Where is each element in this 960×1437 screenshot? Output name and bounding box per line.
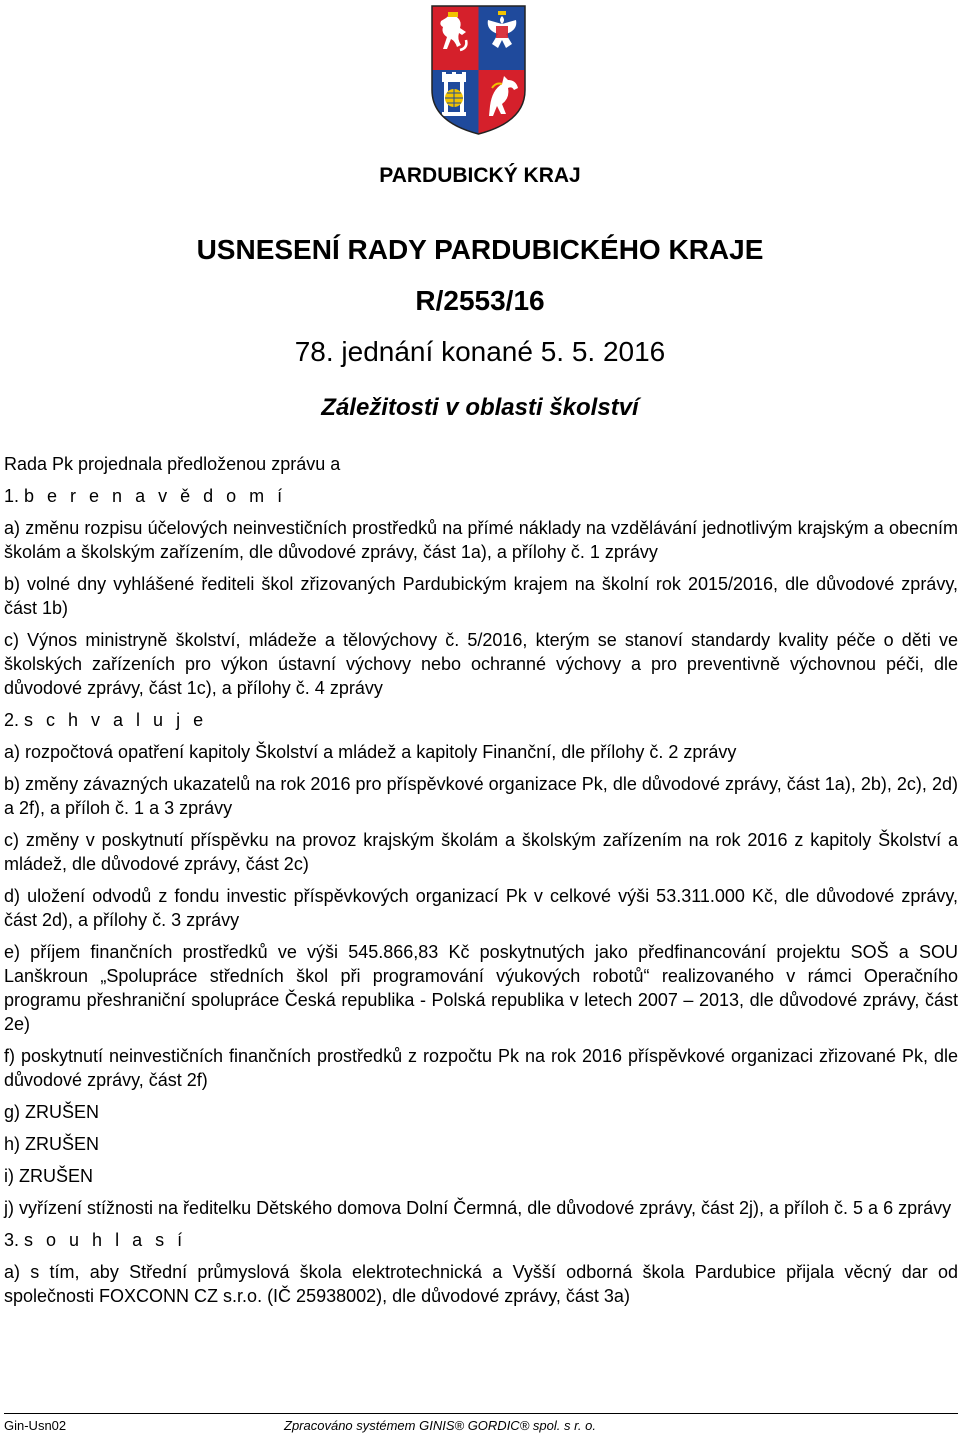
footer-divider (4, 1413, 958, 1414)
section-heading: 2. s c h v a l u j e (4, 710, 208, 730)
intro-text: Rada Pk projednala předloženou zprávu a (4, 454, 341, 474)
section-item: c) změny v poskytnutí příspěvku na provoz krajským školám a školským zařízením na rok 2016 z kapitoly Školství a mládež, dle důvodové zprávy, část 2c) (4, 830, 958, 874)
pardubice-region-coat-of-arms-icon (430, 4, 527, 136)
document-title: USNESENÍ RADY PARDUBICKÉHO KRAJE (196, 234, 764, 265)
section-heading: 3. s o u h l a s í (4, 1230, 187, 1250)
section-item: g) ZRUŠEN (4, 1102, 100, 1122)
region-name: PARDUBICKÝ KRAJ (379, 164, 581, 187)
section-item: j) vyřízení stížnosti na ředitelku Dětského domova Dolní Čermná, dle důvodové zprávy, část 2j), a příloh č. 5 a 6 zprávy (4, 1198, 952, 1218)
section-item: f) poskytnutí neinvestičních finančních prostředků z rozpočtu Pk na rok 2016 příspěvkové organizaci zřizované Pk, dle důvodové zprávy, část 2f) (4, 1046, 958, 1090)
resolution-topic: Záležitosti v oblasti školství (321, 394, 639, 421)
section-item: b) změny závazných ukazatelů na rok 2016 pro příspěvkové organizace Pk, dle důvodové zprávy, část 1a), 2b), 2c), 2d) a 2f), a příloh č. 1 a 3 zprávy (4, 774, 958, 818)
meeting-info: 78. jednání konané 5. 5. 2016 (294, 336, 666, 367)
resolution-number: R/2553/16 (415, 285, 545, 316)
resolution-body (4, 452, 958, 1316)
footer-system-note: Zpracováno systémem GINIS® GORDIC® spol. s r. o. (284, 1418, 596, 1433)
section-item: b) volné dny vyhlášené řediteli škol zřizovaných Pardubickým krajem na školní rok 2015/2016, dle důvodové zprávy, část 1b) (4, 574, 958, 618)
section-item: a) rozpočtová opatření kapitoly Školství a mládež a kapitoly Finanční, dle přílohy č. 2 zprávy (4, 742, 737, 762)
section-item: a) změnu rozpisu účelových neinvestičních prostředků na přímé náklady na vzdělávání jednotlivým krajským a obecním školám a školským zařízením, dle důvodové zprávy, část 1a), a přílohy č. 1 zprávy (4, 518, 958, 562)
footer-template-code: Gin-Usn02 (4, 1418, 67, 1433)
section-item: i) ZRUŠEN (4, 1166, 93, 1186)
section-item: d) uložení odvodů z fondu investic příspěvkových organizací Pk v celkové výši 53.311.000 Kč, dle důvodové zprávy, část 2d), a přílohy č. 3 zprávy (4, 886, 958, 930)
section-item: e) příjem finančních prostředků ve výši 545.866,83 Kč poskytnutých jako předfinancování projektu SOŠ a SOU Lanškroun „Spolupráce středních škol při programování výukových robotů“ realizovaného v rámci Operačního programu přeshraniční spolupráce Česká republika - Polská republika v letech 2007 – 2013, dle důvodové zprávy, část 2e) (4, 942, 958, 1034)
section-item: c) Výnos ministryně školství, mládeže a tělovýchovy č. 5/2016, kterým se stanoví standardy kvality péče o děti ve školských zařízeních pro výkon ústavní výchovy nebo ochranné výchovy a pro preventivně výchovnou péči, dle důvodové zprávy, část 1c), a přílohy č. 4 zprávy (4, 630, 958, 698)
section-item: a) s tím, aby Střední průmyslová škola elektrotechnická a Vyšší odborná škola Pardubice přijala věcný dar od společnosti FOXCONN CZ s.r.o. (IČ 25938002), dle důvodové zprávy, část 3a) (4, 1262, 958, 1306)
section-item: h) ZRUŠEN (4, 1134, 100, 1154)
section-heading: 1. b e r e n a v ě d o m í (4, 486, 287, 506)
